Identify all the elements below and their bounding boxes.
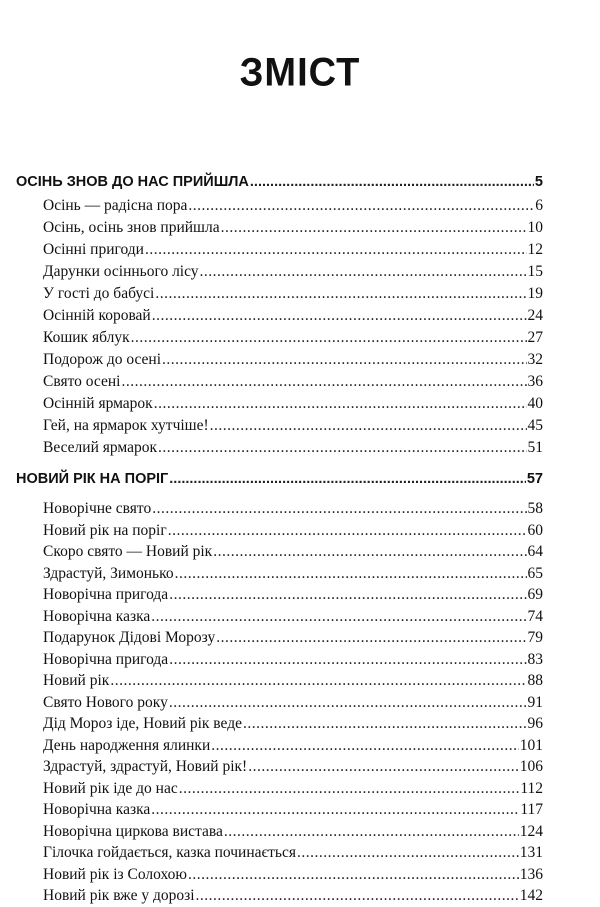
entry-page-number: 51	[527, 439, 543, 456]
dot-leader	[250, 170, 534, 194]
entry-title: Новорічне свято	[43, 500, 152, 517]
toc-entry[interactable]	[16, 415, 543, 437]
entry-title: Осінній ярмарок	[43, 395, 153, 412]
toc-entry[interactable]	[16, 393, 543, 415]
toc-entry[interactable]	[16, 756, 543, 778]
entry-page-number: 112	[520, 779, 543, 797]
toc-entry[interactable]	[16, 799, 543, 821]
entry-title: Кошик яблук	[43, 329, 130, 346]
toc-entry[interactable]	[16, 217, 543, 239]
entry-title: Подорож до осені	[43, 351, 162, 368]
toc-entry[interactable]	[16, 670, 543, 692]
section-page-number: 5	[534, 174, 543, 190]
dot-leader	[110, 670, 526, 692]
toc-entry[interactable]	[16, 283, 543, 305]
dot-leader	[169, 467, 526, 491]
entry-page-number: 45	[527, 417, 543, 434]
toc-entry[interactable]	[16, 371, 543, 393]
entry-title: Веселий ярмарок	[43, 439, 158, 456]
entry-page-number: 10	[527, 219, 543, 236]
entry-title: Здрастуй, Зимонько	[43, 564, 174, 582]
entry-page-number: 40	[527, 395, 543, 412]
toc-entry[interactable]	[16, 864, 543, 886]
dot-leader	[221, 217, 527, 239]
entry-title: Подарунок Дідові Морозу	[43, 629, 216, 646]
dot-leader	[152, 498, 526, 520]
toc-entry[interactable]	[16, 349, 543, 371]
dot-leader	[158, 437, 526, 459]
dot-leader	[169, 584, 526, 606]
entry-page-number: 83	[527, 650, 543, 668]
entry-page-number: 91	[527, 693, 543, 711]
toc-entry[interactable]	[16, 692, 543, 714]
toc-entry[interactable]	[16, 195, 543, 217]
entry-title: Осінь — радісна пора	[43, 197, 188, 214]
toc-entry[interactable]	[16, 735, 543, 757]
entry-title: Новий рік на поріг	[43, 521, 167, 539]
entry-title: День народження ялинки	[43, 736, 211, 754]
toc-section	[16, 467, 543, 907]
toc-entry[interactable]	[16, 261, 543, 283]
dot-leader	[155, 283, 526, 305]
section-title: НОВИЙ РІК НА ПОРІГ	[16, 471, 169, 487]
toc-entry[interactable]	[16, 305, 543, 327]
entry-page-number: 32	[527, 351, 543, 368]
dot-leader	[121, 371, 526, 393]
entry-page-number: 131	[519, 844, 543, 861]
entry-page-number: 58	[527, 500, 543, 517]
section-title: ОСІНЬ ЗНОВ ДО НАС ПРИЙШЛА	[16, 174, 249, 190]
entry-title: Новорічна казка	[43, 607, 151, 625]
entry-page-number: 142	[519, 887, 543, 904]
entry-title: Осінь, осінь знов прийшла	[43, 219, 220, 236]
entry-page-number: 24	[527, 307, 543, 324]
page-title: ЗМІСТ	[239, 50, 361, 96]
toc-entry[interactable]	[16, 520, 543, 542]
entry-page-number: 19	[527, 285, 543, 302]
dot-leader	[248, 756, 519, 778]
entry-title: Новорічна пригода	[43, 650, 169, 668]
dot-leader	[243, 713, 527, 735]
dot-leader	[213, 541, 526, 563]
entry-title: Новорічна казка	[43, 801, 151, 818]
entry-page-number: 60	[527, 521, 543, 539]
entry-page-number: 79	[527, 629, 543, 646]
dot-leader	[145, 239, 527, 261]
dot-leader	[188, 864, 519, 886]
toc-entry[interactable]	[16, 239, 543, 261]
dot-leader	[211, 735, 518, 757]
entry-page-number: 136	[519, 865, 543, 883]
dot-leader	[210, 415, 527, 437]
toc-entry[interactable]	[16, 437, 543, 459]
toc-entry[interactable]	[16, 584, 543, 606]
entry-title: Новорічна циркова вистава	[43, 822, 223, 840]
entry-title: Дарунки осіннього лісу	[43, 263, 199, 280]
toc-entry[interactable]	[16, 606, 543, 628]
section-heading[interactable]	[16, 467, 543, 491]
section-heading[interactable]	[16, 170, 543, 194]
dot-leader	[162, 349, 526, 371]
toc-entry[interactable]	[16, 778, 543, 800]
toc-entry[interactable]	[16, 498, 543, 520]
toc-entry[interactable]	[16, 563, 543, 585]
entry-title: Гілочка гойдається, казка починається	[43, 844, 296, 861]
dot-leader	[152, 305, 527, 327]
dot-leader	[188, 195, 534, 217]
dot-leader	[168, 520, 527, 542]
entry-page-number: 106	[519, 758, 543, 775]
dot-leader	[216, 627, 526, 649]
entry-page-number: 64	[527, 543, 543, 560]
entry-page-number: 12	[527, 241, 543, 258]
dot-leader	[151, 799, 519, 821]
toc-entry[interactable]	[16, 541, 543, 563]
entry-title: Здрастуй, здрастуй, Новий рік!	[43, 758, 248, 775]
entry-title: Гей, на ярмарок хутчіше!	[43, 417, 209, 434]
dot-leader	[224, 821, 519, 843]
dot-leader	[169, 692, 527, 714]
dot-leader	[200, 261, 527, 283]
toc-entry[interactable]	[16, 649, 543, 671]
entry-title: Новий рік	[43, 672, 110, 689]
entry-page-number: 36	[527, 373, 543, 390]
toc-entry[interactable]	[16, 627, 543, 649]
entry-title: Новорічна пригода	[43, 586, 169, 603]
toc-entry[interactable]	[16, 713, 543, 735]
toc-entry[interactable]	[16, 885, 543, 907]
toc-section	[16, 170, 543, 459]
entry-title: Свято осені	[43, 373, 121, 390]
entry-title: Новий рік із Солохою	[43, 865, 187, 883]
dot-leader	[297, 842, 519, 864]
entry-page-number: 96	[527, 715, 543, 732]
entry-page-number: 124	[519, 822, 543, 840]
dot-leader	[179, 778, 520, 800]
entry-title: Свято Нового року	[43, 693, 168, 711]
dot-leader	[196, 885, 519, 907]
entry-page-number: 69	[527, 586, 543, 603]
dot-leader	[131, 327, 527, 349]
dot-leader	[151, 606, 526, 628]
entry-title: Осінні пригоди	[43, 241, 144, 258]
entry-title: Осінній коровай	[43, 307, 151, 324]
toc-entry[interactable]	[16, 842, 543, 864]
entry-page-number: 6	[535, 197, 543, 214]
entry-title: Дід Мороз іде, Новий рік веде	[43, 715, 242, 732]
entry-page-number: 88	[527, 672, 543, 689]
entry-page-number: 74	[527, 607, 543, 625]
dot-leader	[175, 563, 527, 585]
entry-page-number: 101	[519, 736, 543, 754]
entry-page-number: 15	[527, 263, 543, 280]
section-page-number: 57	[526, 471, 543, 487]
dot-leader	[169, 649, 526, 671]
entry-page-number: 117	[520, 801, 543, 818]
toc-entry[interactable]	[16, 821, 543, 843]
toc-entry[interactable]	[16, 327, 543, 349]
entry-page-number: 27	[527, 329, 543, 346]
entry-title: Скоро свято — Новий рік	[43, 543, 213, 560]
entry-title: У гості до бабусі	[43, 285, 155, 302]
dot-leader	[154, 393, 527, 415]
entry-page-number: 65	[527, 564, 543, 582]
entry-title: Новий рік вже у дорозі	[43, 887, 195, 904]
entry-title: Новий рік іде до нас	[43, 779, 178, 797]
